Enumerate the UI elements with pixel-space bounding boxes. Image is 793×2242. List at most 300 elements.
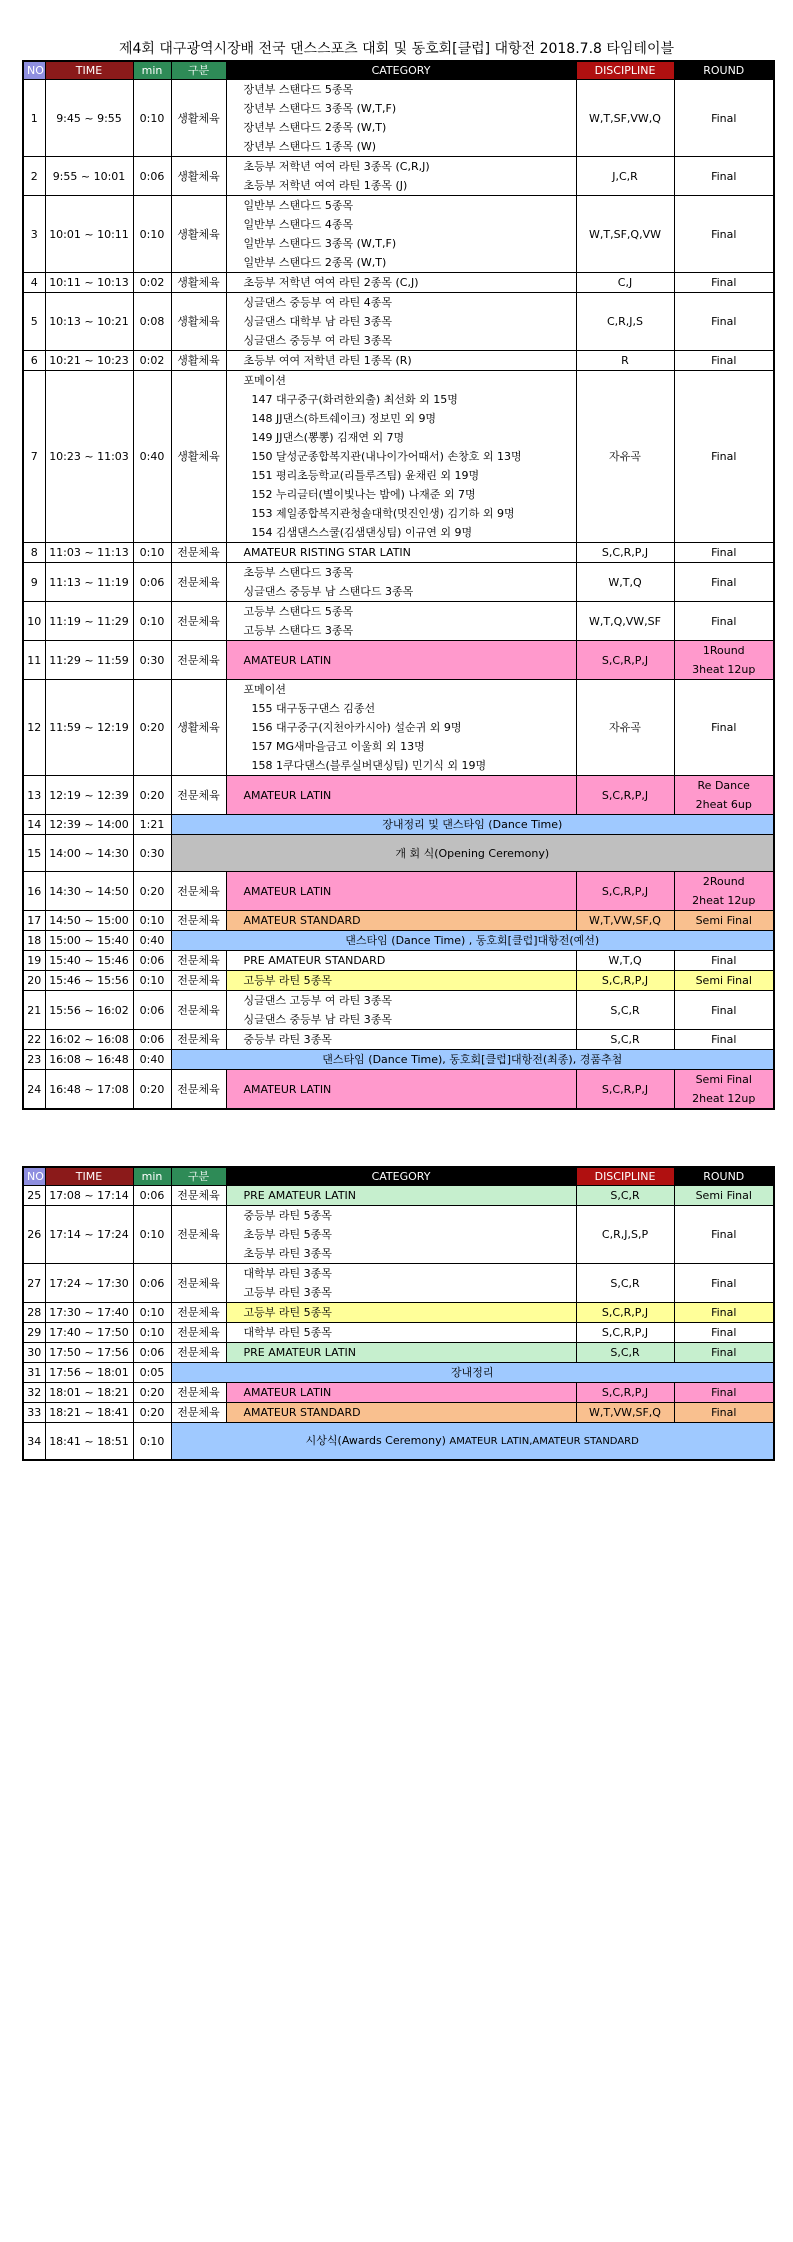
- row-min: 0:20: [133, 1070, 171, 1110]
- merged-event-note: AMATEUR LATIN,AMATEUR STANDARD: [449, 1436, 639, 1447]
- table-row: [23, 1070, 774, 1110]
- row-gubun: 전문체육: [171, 1383, 226, 1403]
- row-time: 15:00 ~ 15:40: [45, 931, 133, 951]
- row-time: 11:13 ~ 11:19: [45, 563, 133, 602]
- round-line: Semi Final: [695, 1073, 752, 1086]
- row-category: [226, 680, 576, 776]
- row-min: 0:10: [133, 196, 171, 273]
- row-category: [226, 1323, 576, 1343]
- row-discipline: 자유곡: [576, 371, 674, 543]
- row-time: 14:00 ~ 14:30: [45, 835, 133, 872]
- category-line: 고등부 라틴 5종목: [243, 1306, 332, 1319]
- category-line: 장년부 스탠다드 3종목 (W,T,F): [243, 102, 397, 115]
- round-line: Final: [711, 1346, 737, 1359]
- merged-event: [171, 835, 774, 872]
- row-time: 17:30 ~ 17:40: [45, 1303, 133, 1323]
- row-min: 0:08: [133, 293, 171, 351]
- table-row: [23, 371, 774, 543]
- row-min: 0:20: [133, 776, 171, 815]
- row-time: 18:41 ~ 18:51: [45, 1423, 133, 1461]
- round-line: Semi Final: [695, 1189, 752, 1202]
- category-line: AMATEUR STANDARD: [243, 914, 361, 927]
- row-time: 11:29 ~ 11:59: [45, 641, 133, 680]
- row-discipline: S,C,R: [576, 1264, 674, 1303]
- header-time: TIME: [45, 61, 133, 80]
- table-row: [23, 1206, 774, 1264]
- merged-event: [171, 1363, 774, 1383]
- row-no: 20: [23, 971, 45, 991]
- category-line: AMATEUR RISTING STAR LATIN: [243, 546, 411, 559]
- row-category: [226, 1070, 576, 1110]
- row-round: [674, 80, 774, 157]
- table-row: [23, 951, 774, 971]
- merged-event-label: 시상식(Awards Ceremony): [305, 1434, 446, 1447]
- row-time: 11:19 ~ 11:29: [45, 602, 133, 641]
- row-category: [226, 1343, 576, 1363]
- category-line: 156 대구중구(지천아카시아) 설순귀 외 9명: [251, 721, 462, 734]
- row-gubun: 생활체육: [171, 196, 226, 273]
- round-line: Final: [711, 315, 737, 328]
- category-line: AMATEUR LATIN: [243, 1082, 332, 1096]
- row-min: 0:30: [133, 641, 171, 680]
- header-no: NO: [23, 61, 45, 80]
- row-time: 10:13 ~ 10:21: [45, 293, 133, 351]
- row-time: 12:19 ~ 12:39: [45, 776, 133, 815]
- row-discipline: S,C,R,P,J: [576, 1383, 674, 1403]
- row-min: 0:06: [133, 1343, 171, 1363]
- row-no: 10: [23, 602, 45, 641]
- header-row: [23, 1167, 774, 1186]
- row-round: [674, 872, 774, 911]
- category-line: 초등부 저학년 여여 라틴 2종목 (C,J): [243, 276, 419, 289]
- category-line: 158 1쿠다댄스(블루실버댄싱팀) 민기식 외 19명: [251, 759, 487, 772]
- row-no: 15: [23, 835, 45, 872]
- round-line: 2heat 12up: [692, 1092, 756, 1105]
- row-gubun: 생활체육: [171, 273, 226, 293]
- category-line: 초등부 라틴 3종목: [243, 1247, 332, 1260]
- row-min: 0:06: [133, 563, 171, 602]
- round-line: Final: [711, 450, 737, 463]
- table-row: [23, 1303, 774, 1323]
- row-category: [226, 157, 576, 196]
- row-category: [226, 351, 576, 371]
- row-time: 17:14 ~ 17:24: [45, 1206, 133, 1264]
- header-min: min: [133, 61, 171, 80]
- row-category: [226, 1206, 576, 1264]
- row-gubun: 전문체육: [171, 1186, 226, 1206]
- row-time: 17:56 ~ 18:01: [45, 1363, 133, 1383]
- row-min: 0:06: [133, 951, 171, 971]
- table-row: [23, 157, 774, 196]
- row-no: 14: [23, 815, 45, 835]
- row-no: 26: [23, 1206, 45, 1264]
- table-row: [23, 815, 774, 835]
- row-time: 14:50 ~ 15:00: [45, 911, 133, 931]
- category-line: 싱글댄스 중등부 남 스탠다드 3종목: [243, 585, 414, 598]
- table-row: [23, 1030, 774, 1050]
- row-round: [674, 602, 774, 641]
- row-time: 14:30 ~ 14:50: [45, 872, 133, 911]
- category-line: AMATEUR LATIN: [243, 653, 332, 667]
- round-line: Final: [711, 1228, 737, 1241]
- row-round: [674, 1030, 774, 1050]
- row-category: [226, 971, 576, 991]
- row-round: [674, 157, 774, 196]
- row-time: 18:01 ~ 18:21: [45, 1383, 133, 1403]
- category-line: 초등부 저학년 여여 라틴 1종목 (J): [243, 179, 408, 192]
- row-time: 10:21 ~ 10:23: [45, 351, 133, 371]
- row-gubun: 전문체육: [171, 1264, 226, 1303]
- row-no: 4: [23, 273, 45, 293]
- row-min: 1:21: [133, 815, 171, 835]
- row-min: 0:05: [133, 1363, 171, 1383]
- merged-event-label: 장내정리: [450, 1366, 494, 1379]
- table-row: [23, 351, 774, 371]
- merged-event-label: 댄스타임 (Dance Time) , 동호회[클럽]대항전(예선): [345, 934, 600, 947]
- row-discipline: S,C,R: [576, 1030, 674, 1050]
- round-line: Final: [711, 227, 737, 241]
- merged-event: [171, 931, 774, 951]
- page-title: 제4회 대구광역시장배 전국 댄스스포츠 대회 및 동호회[클럽] 대항전 2018.7.8 타임테이블: [119, 41, 674, 57]
- row-time: 15:56 ~ 16:02: [45, 991, 133, 1030]
- row-time: 17:50 ~ 17:56: [45, 1343, 133, 1363]
- row-min: 0:10: [133, 911, 171, 931]
- row-no: 28: [23, 1303, 45, 1323]
- row-time: 17:24 ~ 17:30: [45, 1264, 133, 1303]
- row-discipline: S,C,R: [576, 1186, 674, 1206]
- row-min: 0:30: [133, 835, 171, 872]
- row-category: [226, 273, 576, 293]
- round-line: Final: [711, 1406, 737, 1419]
- row-gubun: 전문체육: [171, 1303, 226, 1323]
- row-category: [226, 776, 576, 815]
- category-line: 고등부 라틴 3종목: [243, 1286, 332, 1299]
- round-line: Final: [711, 169, 737, 183]
- row-min: 0:06: [133, 1264, 171, 1303]
- row-time: 18:21 ~ 18:41: [45, 1403, 133, 1423]
- category-line: 일반부 스탠다드 3종목 (W,T,F): [243, 237, 397, 250]
- row-discipline: W,T,SF,VW,Q: [576, 80, 674, 157]
- row-no: 13: [23, 776, 45, 815]
- category-line: PRE AMATEUR STANDARD: [243, 954, 386, 967]
- row-category: [226, 602, 576, 641]
- category-line: 149 JJ댄스(뽕뽕) 김재연 외 7명: [251, 431, 405, 444]
- category-line: 일반부 스탠다드 4종목: [243, 218, 354, 231]
- row-time: 16:48 ~ 17:08: [45, 1070, 133, 1110]
- category-line: 싱글댄스 고등부 여 라틴 3종목: [243, 994, 392, 1007]
- row-no: 25: [23, 1186, 45, 1206]
- row-gubun: 전문체육: [171, 971, 226, 991]
- row-min: 0:20: [133, 1403, 171, 1423]
- row-time: 16:02 ~ 16:08: [45, 1030, 133, 1050]
- row-time: 11:03 ~ 11:13: [45, 543, 133, 563]
- row-no: 11: [23, 641, 45, 680]
- row-gubun: 생활체육: [171, 293, 226, 351]
- table-row: [23, 563, 774, 602]
- row-no: 33: [23, 1403, 45, 1423]
- row-category: [226, 196, 576, 273]
- category-line: 중등부 라틴 3종목: [243, 1033, 332, 1046]
- row-discipline: C,R,J,S: [576, 293, 674, 351]
- round-line: Final: [711, 575, 737, 589]
- row-time: 15:40 ~ 15:46: [45, 951, 133, 971]
- row-discipline: S,C,R,P,J: [576, 1303, 674, 1323]
- row-gubun: 전문체육: [171, 1403, 226, 1423]
- row-round: [674, 971, 774, 991]
- category-line: 148 JJ댄스(하트쉐이크) 정보민 외 9명: [251, 412, 437, 425]
- row-discipline: R: [576, 351, 674, 371]
- category-line: 포메이션: [243, 374, 287, 387]
- category-line: PRE AMATEUR LATIN: [243, 1189, 357, 1202]
- row-category: [226, 641, 576, 680]
- row-category: [226, 80, 576, 157]
- row-min: 0:10: [133, 1206, 171, 1264]
- row-time: 9:45 ~ 9:55: [45, 80, 133, 157]
- header-category: CATEGORY: [226, 61, 576, 80]
- row-time: 9:55 ~ 10:01: [45, 157, 133, 196]
- table-row: [23, 1403, 774, 1423]
- header-row: [23, 61, 774, 80]
- merged-event: [171, 815, 774, 835]
- row-gubun: 생활체육: [171, 371, 226, 543]
- row-no: 30: [23, 1343, 45, 1363]
- row-min: 0:40: [133, 931, 171, 951]
- row-round: [674, 196, 774, 273]
- table-row: [23, 872, 774, 911]
- category-line: 고등부 라틴 5종목: [243, 974, 332, 987]
- row-discipline: W,T,Q: [576, 563, 674, 602]
- row-no: 7: [23, 371, 45, 543]
- table-row: [23, 776, 774, 815]
- header-gubun: 구분: [171, 61, 226, 80]
- row-round: [674, 371, 774, 543]
- row-no: 34: [23, 1423, 45, 1461]
- category-line: 155 대구동구댄스 김종선: [251, 702, 376, 715]
- table-row: [23, 1423, 774, 1461]
- row-discipline: C,J: [576, 273, 674, 293]
- row-min: 0:10: [133, 1423, 171, 1461]
- category-line: 152 누리글터(별이빛나는 밤에) 나재준 외 7명: [251, 488, 476, 501]
- row-gubun: 전문체육: [171, 1070, 226, 1110]
- table-row: [23, 971, 774, 991]
- row-no: 12: [23, 680, 45, 776]
- row-min: 0:06: [133, 1030, 171, 1050]
- row-no: 3: [23, 196, 45, 273]
- row-min: 0:10: [133, 1323, 171, 1343]
- category-line: 장년부 스탠다드 2종목 (W,T): [243, 121, 387, 134]
- header-gubun: 구분: [171, 1167, 226, 1186]
- table-row: [23, 1343, 774, 1363]
- row-round: [674, 1343, 774, 1363]
- row-min: 0:02: [133, 273, 171, 293]
- round-line: Final: [711, 546, 737, 559]
- row-gubun: 전문체육: [171, 1206, 226, 1264]
- row-round: [674, 951, 774, 971]
- category-line: 중등부 라틴 5종목: [243, 1209, 332, 1222]
- row-no: 29: [23, 1323, 45, 1343]
- category-line: AMATEUR LATIN: [243, 884, 332, 898]
- row-category: [226, 1303, 576, 1323]
- row-round: [674, 273, 774, 293]
- row-no: 16: [23, 872, 45, 911]
- merged-event: [171, 1050, 774, 1070]
- row-round: [674, 543, 774, 563]
- row-discipline: W,T,Q: [576, 951, 674, 971]
- row-round: [674, 1206, 774, 1264]
- table-row: [23, 80, 774, 157]
- merged-event-label: 댄스타임 (Dance Time), 동호회[클럽]대항전(최종), 경품추첨: [322, 1053, 623, 1066]
- row-gubun: 생활체육: [171, 80, 226, 157]
- category-line: 고등부 스탠다드 5종목: [243, 605, 354, 618]
- row-gubun: 전문체육: [171, 911, 226, 931]
- round-line: Final: [711, 1033, 737, 1046]
- category-line: 일반부 스탠다드 2종목 (W,T): [243, 256, 387, 269]
- row-time: 15:46 ~ 15:56: [45, 971, 133, 991]
- round-line: Final: [711, 1003, 737, 1017]
- category-line: 대학부 라틴 5종목: [243, 1326, 332, 1339]
- category-line: 147 대구중구(화려한외출) 최선화 외 15명: [251, 393, 458, 406]
- table-row: [23, 911, 774, 931]
- row-no: 22: [23, 1030, 45, 1050]
- table-row: [23, 543, 774, 563]
- row-min: 0:10: [133, 80, 171, 157]
- row-category: [226, 293, 576, 351]
- row-time: 10:23 ~ 11:03: [45, 371, 133, 543]
- row-discipline: S,C,R,P,J: [576, 641, 674, 680]
- row-time: 16:08 ~ 16:48: [45, 1050, 133, 1070]
- row-no: 2: [23, 157, 45, 196]
- row-round: [674, 641, 774, 680]
- merged-event: [171, 1423, 774, 1461]
- row-min: 0:10: [133, 602, 171, 641]
- row-min: 0:06: [133, 991, 171, 1030]
- table-row: [23, 196, 774, 273]
- row-gubun: 전문체육: [171, 776, 226, 815]
- category-line: 포메이션: [243, 683, 287, 696]
- row-discipline: S,C,R: [576, 1343, 674, 1363]
- row-category: [226, 1186, 576, 1206]
- row-min: 0:20: [133, 1383, 171, 1403]
- table-row: [23, 931, 774, 951]
- row-round: [674, 911, 774, 931]
- round-line: Final: [711, 1306, 737, 1319]
- row-category: [226, 1403, 576, 1423]
- round-line: Semi Final: [695, 914, 752, 927]
- row-round: [674, 1070, 774, 1110]
- row-category: [226, 911, 576, 931]
- round-line: 3heat 12up: [692, 663, 756, 676]
- category-line: 장년부 스탠다드 1종목 (W): [243, 140, 377, 153]
- category-line: 장년부 스탠다드 5종목: [243, 83, 354, 96]
- row-gubun: 전문체육: [171, 1030, 226, 1050]
- header-discipline: DISCIPLINE: [576, 61, 674, 80]
- header-discipline: DISCIPLINE: [576, 1167, 674, 1186]
- row-round: [674, 293, 774, 351]
- timetable-2: [22, 1166, 775, 1461]
- category-line: 157 MG새마을금고 이울희 외 13명: [251, 740, 425, 753]
- round-line: Final: [711, 1386, 737, 1399]
- round-line: 2heat 12up: [692, 894, 756, 907]
- row-discipline: S,C,R,P,J: [576, 1323, 674, 1343]
- category-line: PRE AMATEUR LATIN: [243, 1346, 357, 1359]
- round-line: Final: [711, 354, 737, 367]
- row-discipline: S,C,R,P,J: [576, 776, 674, 815]
- row-no: 31: [23, 1363, 45, 1383]
- row-round: [674, 563, 774, 602]
- row-discipline: W,T,Q,VW,SF: [576, 602, 674, 641]
- row-no: 6: [23, 351, 45, 371]
- row-min: 0:40: [133, 371, 171, 543]
- category-line: 싱글댄스 중등부 남 라틴 3종목: [243, 1013, 392, 1026]
- table-row: [23, 602, 774, 641]
- category-line: 154 김샘댄스스쿨(김샘댄싱팀) 이규연 외 9명: [251, 526, 473, 539]
- row-gubun: 전문체육: [171, 602, 226, 641]
- row-category: [226, 951, 576, 971]
- category-line: 대학부 라틴 3종목: [243, 1267, 332, 1280]
- row-gubun: 생활체육: [171, 680, 226, 776]
- row-gubun: 전문체육: [171, 563, 226, 602]
- row-discipline: S,C,R,P,J: [576, 971, 674, 991]
- category-line: 초등부 저학년 여여 라틴 3종목 (C,R,J): [243, 160, 430, 173]
- category-line: 151 평리초등학교(리틀루즈팀) 윤채린 외 19명: [251, 469, 480, 482]
- row-no: 9: [23, 563, 45, 602]
- row-min: 0:06: [133, 157, 171, 196]
- row-round: [674, 991, 774, 1030]
- round-line: 2heat 6up: [695, 798, 752, 811]
- row-time: 12:39 ~ 14:00: [45, 815, 133, 835]
- row-min: 0:10: [133, 971, 171, 991]
- row-round: [674, 1403, 774, 1423]
- row-round: [674, 680, 774, 776]
- row-category: [226, 1264, 576, 1303]
- row-time: 11:59 ~ 12:19: [45, 680, 133, 776]
- category-line: AMATEUR LATIN: [243, 788, 332, 802]
- category-line: 초등부 라틴 5종목: [243, 1228, 332, 1241]
- table-row: [23, 1264, 774, 1303]
- row-min: 0:40: [133, 1050, 171, 1070]
- row-min: 0:10: [133, 543, 171, 563]
- row-round: [674, 1303, 774, 1323]
- row-no: 21: [23, 991, 45, 1030]
- table-row: [23, 1323, 774, 1343]
- row-no: 27: [23, 1264, 45, 1303]
- category-line: 일반부 스탠다드 5종목: [243, 199, 354, 212]
- row-discipline: W,T,SF,Q,VW: [576, 196, 674, 273]
- round-line: Final: [711, 1326, 737, 1339]
- row-round: [674, 1186, 774, 1206]
- row-time: 17:40 ~ 17:50: [45, 1323, 133, 1343]
- row-no: 5: [23, 293, 45, 351]
- table-row: [23, 991, 774, 1030]
- row-time: 10:11 ~ 10:13: [45, 273, 133, 293]
- category-line: 고등부 스탠다드 3종목: [243, 624, 354, 637]
- round-line: Semi Final: [695, 974, 752, 987]
- header-time: TIME: [45, 1167, 133, 1186]
- table-row: [23, 1050, 774, 1070]
- row-category: [226, 991, 576, 1030]
- row-category: [226, 1383, 576, 1403]
- category-line: 150 달성군종합복지관(내나이가어때서) 손창호 외 13명: [251, 450, 522, 463]
- table-row: [23, 1186, 774, 1206]
- row-gubun: 전문체육: [171, 951, 226, 971]
- row-discipline: S,C,R,P,J: [576, 543, 674, 563]
- header-round: ROUND: [674, 1167, 774, 1186]
- category-line: AMATEUR STANDARD: [243, 1406, 361, 1419]
- row-discipline: 자유곡: [576, 680, 674, 776]
- category-line: 153 제일종합복지관청솔대학(멋진인생) 김기하 외 9명: [251, 507, 515, 520]
- row-no: 24: [23, 1070, 45, 1110]
- round-line: Final: [711, 276, 737, 289]
